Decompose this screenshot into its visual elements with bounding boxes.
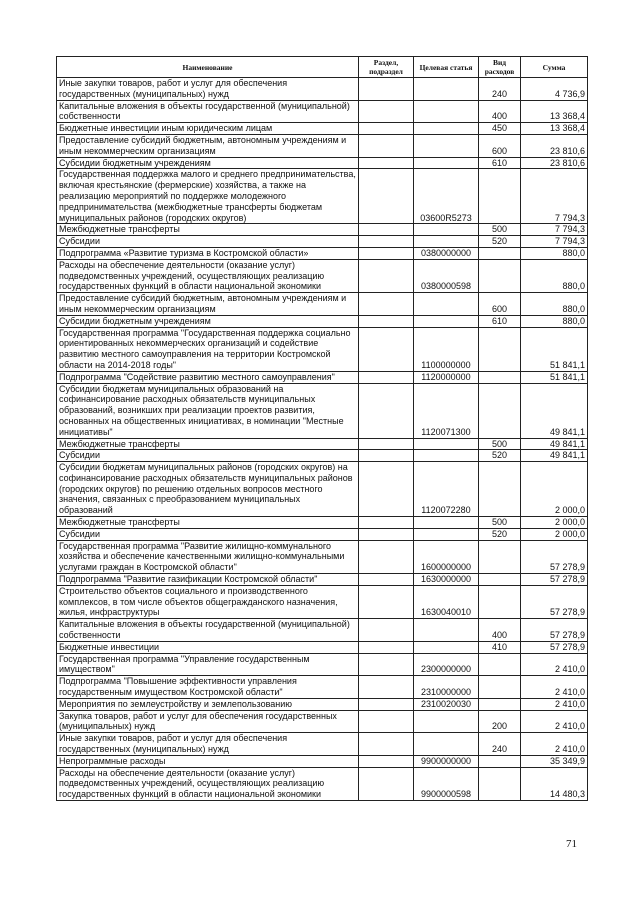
cell-type xyxy=(479,169,521,224)
cell-name: Субсидии бюджетным учреждениям xyxy=(57,315,359,327)
table-row xyxy=(57,293,588,316)
cell-section xyxy=(359,710,414,733)
table-row xyxy=(57,676,588,699)
cell-target xyxy=(414,293,479,316)
cell-sum: 2 410,0 xyxy=(521,733,588,756)
cell-section xyxy=(359,236,414,248)
cell-type xyxy=(479,653,521,676)
cell-sum: 880,0 xyxy=(521,315,588,327)
table-row xyxy=(57,157,588,169)
cell-section xyxy=(359,574,414,586)
cell-section xyxy=(359,528,414,540)
cell-section xyxy=(359,293,414,316)
cell-target: 9900000598 xyxy=(414,767,479,800)
cell-sum: 49 841,1 xyxy=(521,450,588,462)
table-row xyxy=(57,134,588,157)
cell-sum: 57 278,9 xyxy=(521,540,588,573)
cell-sum: 2 410,0 xyxy=(521,653,588,676)
table-row xyxy=(57,100,588,123)
cell-sum: 2 000,0 xyxy=(521,462,588,517)
cell-section xyxy=(359,315,414,327)
cell-name: Иные закупки товаров, работ и услуг для обеспечения государственных (муниципальных) нужд xyxy=(57,733,359,756)
cell-type: 410 xyxy=(479,641,521,653)
cell-target xyxy=(414,224,479,236)
cell-target: 1120071300 xyxy=(414,383,479,438)
cell-name: Субсидии бюджетам муниципальных районов (городских округов) на софинансирование расходных обязательств муниципальных районов (городских округов) по решению отдельных вопросов местного значения, связанных с преобразованием муниципальных образований xyxy=(57,462,359,517)
cell-target xyxy=(414,157,479,169)
cell-section xyxy=(359,676,414,699)
cell-sum: 57 278,9 xyxy=(521,619,588,642)
cell-target xyxy=(414,438,479,450)
cell-name: Расходы на обеспечение деятельности (оказание услуг) подведомственных учреждений, осуществляющих реализацию государственных функций в области национальной экономики xyxy=(57,767,359,800)
cell-section xyxy=(359,733,414,756)
cell-section xyxy=(359,450,414,462)
cell-target: 2310000000 xyxy=(414,676,479,699)
cell-section xyxy=(359,383,414,438)
cell-sum: 2 410,0 xyxy=(521,710,588,733)
cell-target xyxy=(414,134,479,157)
cell-sum: 880,0 xyxy=(521,259,588,292)
cell-target: 2300000000 xyxy=(414,653,479,676)
cell-type: 450 xyxy=(479,123,521,135)
cell-type: 600 xyxy=(479,134,521,157)
header-sum: Сумма xyxy=(521,57,588,78)
cell-sum: 2 410,0 xyxy=(521,698,588,710)
cell-section xyxy=(359,641,414,653)
cell-name: Капитальные вложения в объекты государственной (муниципальной) собственности xyxy=(57,100,359,123)
cell-sum: 7 794,3 xyxy=(521,236,588,248)
cell-type: 610 xyxy=(479,315,521,327)
table-row xyxy=(57,540,588,573)
cell-target: 1100000000 xyxy=(414,327,479,371)
table-row xyxy=(57,574,588,586)
cell-name: Подпрограмма "Повышение эффективности управления государственным имуществом Костромской области" xyxy=(57,676,359,699)
cell-name: Подпрограмма "Развитие газификации Костромской области" xyxy=(57,574,359,586)
cell-section xyxy=(359,259,414,292)
cell-name: Капитальные вложения в объекты государственной (муниципальной) собственности xyxy=(57,619,359,642)
cell-type xyxy=(479,585,521,618)
cell-sum: 35 349,9 xyxy=(521,755,588,767)
cell-section xyxy=(359,438,414,450)
cell-target xyxy=(414,315,479,327)
cell-target: 9900000000 xyxy=(414,755,479,767)
cell-section xyxy=(359,540,414,573)
cell-name: Строительство объектов социального и производственного комплексов, в том числе объектов общегражданского назначения, жилья, инфраструктуры xyxy=(57,585,359,618)
cell-target: 1120072280 xyxy=(414,462,479,517)
cell-type: 500 xyxy=(479,224,521,236)
cell-name: Подпрограмма «Развитие туризма в Костромской области» xyxy=(57,247,359,259)
cell-type xyxy=(479,755,521,767)
cell-type: 520 xyxy=(479,236,521,248)
cell-target xyxy=(414,123,479,135)
cell-type xyxy=(479,540,521,573)
cell-name: Межбюджетные трансферты xyxy=(57,224,359,236)
cell-type: 500 xyxy=(479,517,521,529)
table-row xyxy=(57,78,588,101)
cell-sum: 13 368,4 xyxy=(521,123,588,135)
cell-type: 200 xyxy=(479,710,521,733)
cell-sum: 2 410,0 xyxy=(521,676,588,699)
cell-section xyxy=(359,157,414,169)
cell-sum: 57 278,9 xyxy=(521,574,588,586)
cell-name: Межбюджетные трансферты xyxy=(57,438,359,450)
cell-type xyxy=(479,327,521,371)
cell-name: Государственная программа "Развитие жилищно-коммунального хозяйства и обеспечение качественными жилищно-коммунальными услугами граждан в Костромской области" xyxy=(57,540,359,573)
cell-type: 610 xyxy=(479,157,521,169)
table-row xyxy=(57,755,588,767)
table-row xyxy=(57,236,588,248)
cell-name: Субсидии xyxy=(57,236,359,248)
cell-name: Субсидии xyxy=(57,450,359,462)
header-section: Раздел, подраздел xyxy=(359,57,414,78)
cell-section xyxy=(359,169,414,224)
cell-type xyxy=(479,247,521,259)
table-row xyxy=(57,259,588,292)
cell-name: Расходы на обеспечение деятельности (оказание услуг) подведомственных учреждений, осуществляющих реализацию государственных функций в области национальной экономики xyxy=(57,259,359,292)
table-row xyxy=(57,123,588,135)
cell-sum: 880,0 xyxy=(521,293,588,316)
cell-sum: 13 368,4 xyxy=(521,100,588,123)
cell-sum: 14 480,3 xyxy=(521,767,588,800)
cell-type: 240 xyxy=(479,78,521,101)
header-type: Вид расходов xyxy=(479,57,521,78)
cell-sum: 4 736,9 xyxy=(521,78,588,101)
table-row xyxy=(57,247,588,259)
cell-name: Государственная программа "Управление государственным имуществом" xyxy=(57,653,359,676)
cell-target: 0380000000 xyxy=(414,247,479,259)
cell-sum: 49 841,1 xyxy=(521,383,588,438)
cell-section xyxy=(359,653,414,676)
table-row xyxy=(57,585,588,618)
cell-type xyxy=(479,462,521,517)
cell-section xyxy=(359,767,414,800)
cell-type: 600 xyxy=(479,293,521,316)
cell-target: 1120000000 xyxy=(414,371,479,383)
cell-type xyxy=(479,574,521,586)
cell-name: Субсидии xyxy=(57,528,359,540)
table-row xyxy=(57,438,588,450)
cell-target xyxy=(414,517,479,529)
table-row xyxy=(57,371,588,383)
cell-target xyxy=(414,450,479,462)
cell-sum: 51 841,1 xyxy=(521,327,588,371)
cell-sum: 23 810,6 xyxy=(521,134,588,157)
cell-section xyxy=(359,78,414,101)
cell-target: 0380000598 xyxy=(414,259,479,292)
cell-type xyxy=(479,698,521,710)
cell-section xyxy=(359,462,414,517)
cell-type: 520 xyxy=(479,528,521,540)
cell-section xyxy=(359,100,414,123)
cell-target: 1600000000 xyxy=(414,540,479,573)
cell-sum: 2 000,0 xyxy=(521,517,588,529)
cell-target: 1630000000 xyxy=(414,574,479,586)
cell-type xyxy=(479,371,521,383)
cell-target xyxy=(414,78,479,101)
cell-target xyxy=(414,619,479,642)
cell-target: 1630040010 xyxy=(414,585,479,618)
table-row xyxy=(57,733,588,756)
budget-table xyxy=(56,56,588,801)
cell-name: Подпрограмма "Содействие развитию местного самоуправления" xyxy=(57,371,359,383)
cell-name: Предоставление субсидий бюджетным, автономным учреждениям и иным некоммерческим организациям xyxy=(57,134,359,157)
cell-section xyxy=(359,224,414,236)
cell-name: Субсидии бюджетным учреждениям xyxy=(57,157,359,169)
cell-section xyxy=(359,755,414,767)
table-row xyxy=(57,767,588,800)
cell-name: Непрограммные расходы xyxy=(57,755,359,767)
cell-name: Межбюджетные трансферты xyxy=(57,517,359,529)
cell-section xyxy=(359,698,414,710)
table-row xyxy=(57,517,588,529)
cell-type: 400 xyxy=(479,100,521,123)
cell-target: 2310020030 xyxy=(414,698,479,710)
cell-name: Закупка товаров, работ и услуг для обеспечения государственных (муниципальных) нужд xyxy=(57,710,359,733)
cell-type: 240 xyxy=(479,733,521,756)
table-row xyxy=(57,224,588,236)
table-row xyxy=(57,698,588,710)
cell-name: Бюджетные инвестиции xyxy=(57,641,359,653)
cell-section xyxy=(359,517,414,529)
cell-sum: 2 000,0 xyxy=(521,528,588,540)
cell-sum: 51 841,1 xyxy=(521,371,588,383)
cell-section xyxy=(359,371,414,383)
cell-section xyxy=(359,619,414,642)
cell-section xyxy=(359,123,414,135)
cell-type: 500 xyxy=(479,438,521,450)
cell-target xyxy=(414,710,479,733)
table-row xyxy=(57,653,588,676)
table-row xyxy=(57,710,588,733)
header-target: Целевая статья xyxy=(414,57,479,78)
cell-sum: 880,0 xyxy=(521,247,588,259)
table-row xyxy=(57,528,588,540)
cell-section xyxy=(359,585,414,618)
cell-target xyxy=(414,733,479,756)
cell-sum: 57 278,9 xyxy=(521,641,588,653)
cell-target xyxy=(414,236,479,248)
cell-name: Мероприятия по землеустройству и землепользованию xyxy=(57,698,359,710)
page-number: 71 xyxy=(566,838,577,850)
cell-type xyxy=(479,259,521,292)
cell-type: 400 xyxy=(479,619,521,642)
cell-name: Государственная программа "Государственная поддержка социально ориентированных некоммерческих организаций и содействие развитию местного самоуправления на территории Костромской области на 2014-2018 годы" xyxy=(57,327,359,371)
cell-target xyxy=(414,528,479,540)
table-row xyxy=(57,383,588,438)
table-row xyxy=(57,641,588,653)
cell-target xyxy=(414,641,479,653)
cell-section xyxy=(359,327,414,371)
table-row xyxy=(57,327,588,371)
cell-type xyxy=(479,767,521,800)
cell-sum: 23 810,6 xyxy=(521,157,588,169)
cell-target xyxy=(414,100,479,123)
header-name: Наименование xyxy=(57,57,359,78)
table-row xyxy=(57,315,588,327)
cell-sum: 49 841,1 xyxy=(521,438,588,450)
table-row xyxy=(57,462,588,517)
cell-name: Бюджетные инвестиции иным юридическим лицам xyxy=(57,123,359,135)
table-row xyxy=(57,619,588,642)
cell-type xyxy=(479,676,521,699)
cell-name: Иные закупки товаров, работ и услуг для обеспечения государственных (муниципальных) нужд xyxy=(57,78,359,101)
cell-type: 520 xyxy=(479,450,521,462)
cell-name: Субсидии бюджетам муниципальных образований на софинансирование расходных обязательств муниципальных образований, возникших при реализации проектов развития, основанных на общественных инициативах, в номинации "Местные инициативы" xyxy=(57,383,359,438)
cell-type xyxy=(479,383,521,438)
cell-name: Предоставление субсидий бюджетным, автономным учреждениям и иным некоммерческим организациям xyxy=(57,293,359,316)
table-row xyxy=(57,450,588,462)
cell-sum: 7 794,3 xyxy=(521,169,588,224)
cell-sum: 7 794,3 xyxy=(521,224,588,236)
cell-section xyxy=(359,134,414,157)
cell-section xyxy=(359,247,414,259)
table-row xyxy=(57,169,588,224)
header-row xyxy=(57,57,588,78)
cell-name: Государственная поддержка малого и среднего предпринимательства, включая крестьянские (фермерские) хозяйства, а также на реализацию мероприятий по поддержке молодежного предпринимательства (межбюджетные трансферты бюджетам муниципальных районов (городских округов) xyxy=(57,169,359,224)
cell-sum: 57 278,9 xyxy=(521,585,588,618)
cell-target: 03600R5273 xyxy=(414,169,479,224)
